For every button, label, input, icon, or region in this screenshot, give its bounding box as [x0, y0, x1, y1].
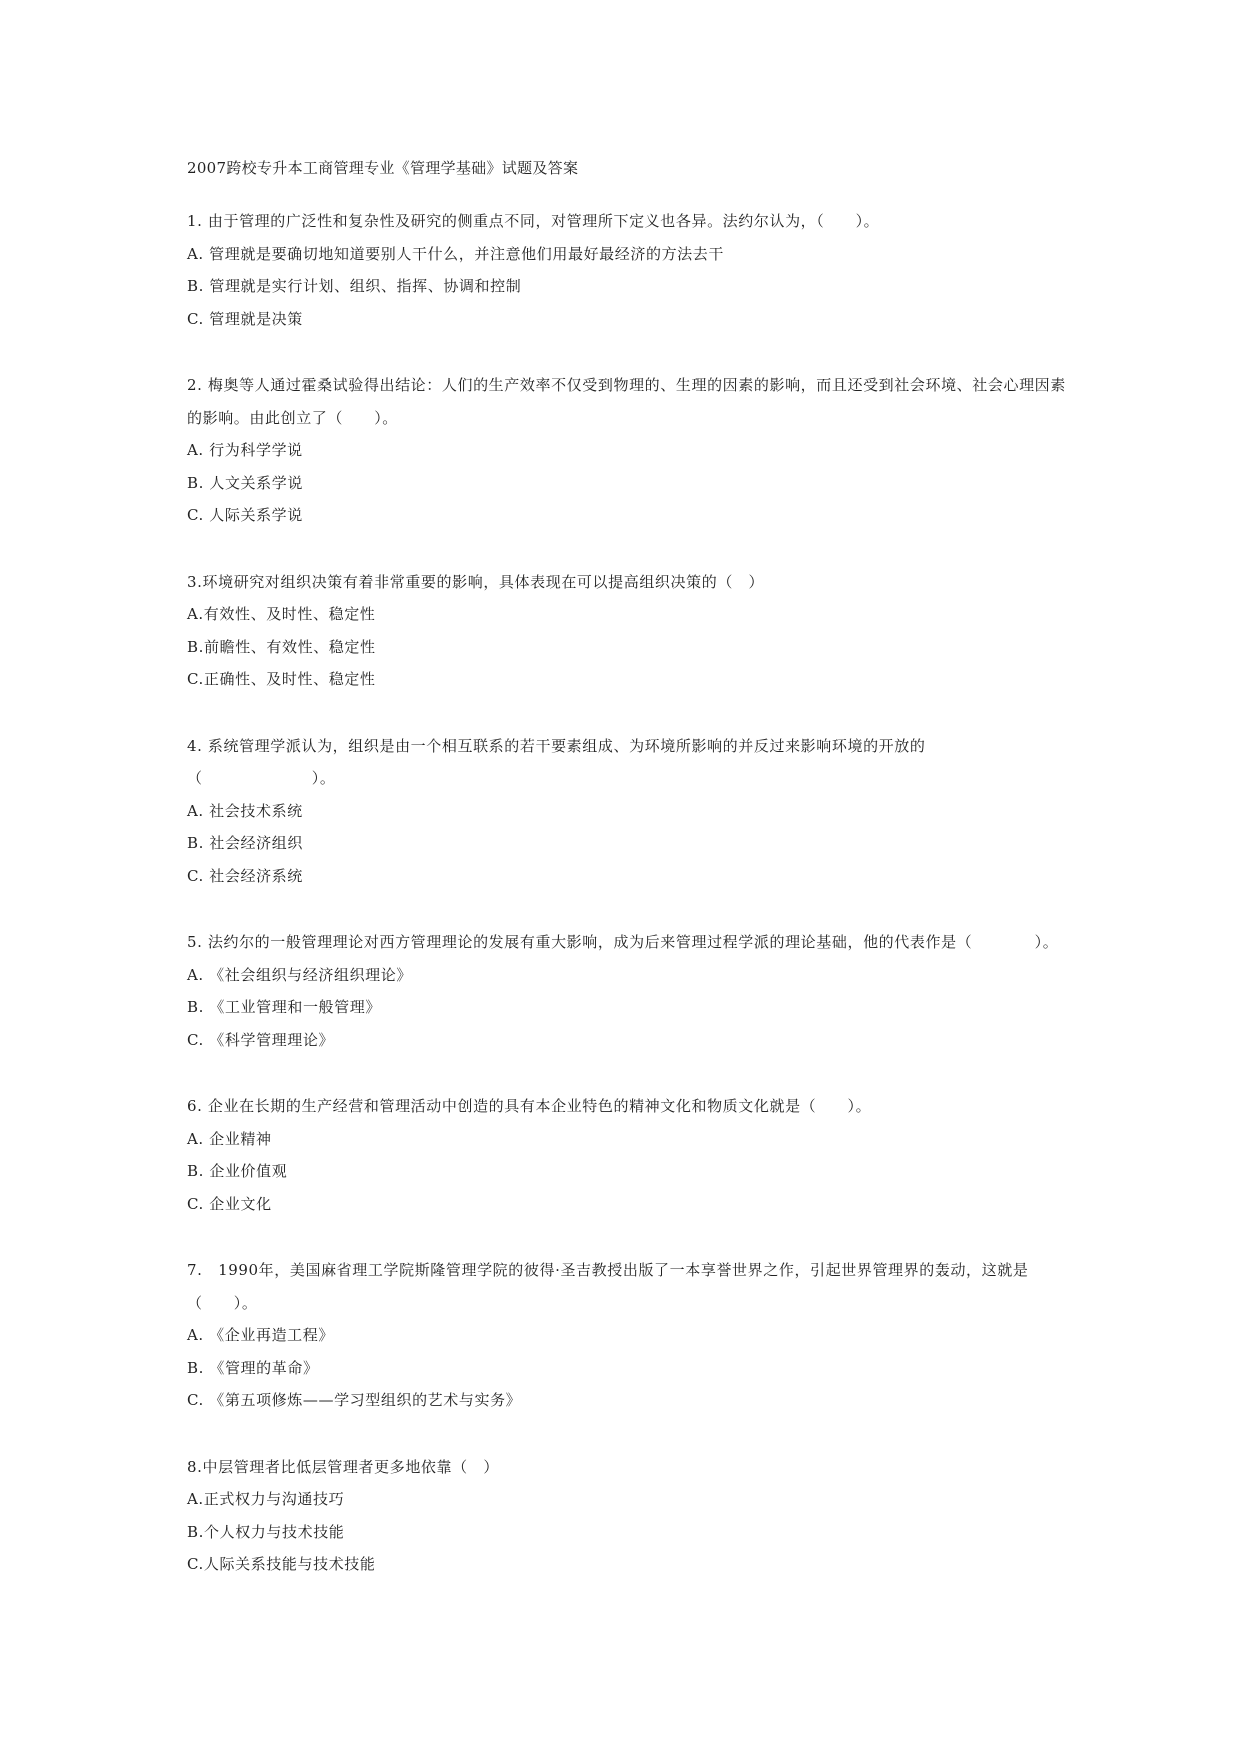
question-6 [187, 1090, 1067, 1220]
answer-option-b: B. 《管理的革命》 [187, 1358, 319, 1377]
question-stem: 3.环境研究对组织决策有着非常重要的影响，具体表现在可以提高组织决策的（ ） [187, 572, 765, 591]
question-stem: 2. 梅奥等人通过霍桑试验得出结论：人们的生产效率不仅受到物理的、生理的因素的影响，而且还受到社会环境、社会心理因素的影响。由此创立了（ ）。 [187, 376, 1066, 427]
question-stem: 5. 法约尔的一般管理理论对西方管理理论的发展有重大影响，成为后来管理过程学派的理论基础，他的代表作是（ ）。 [187, 933, 1059, 951]
question-1 [187, 205, 1067, 335]
answer-option-c: C.人际关系技能与技术技能 [187, 1555, 376, 1573]
question-8 [187, 1451, 1067, 1581]
answer-option-c: C. 企业文化 [187, 1194, 272, 1213]
answer-option-b: B. 企业价值观 [187, 1162, 288, 1180]
question-stem: 8.中层管理者比低层管理者更多地依靠（ ） [187, 1457, 499, 1476]
answer-option-a: A.有效性、及时性、稳定性 [187, 605, 376, 623]
answer-option-c: C. 人际关系学说 [187, 506, 303, 524]
question-stem: 6. 企业在长期的生产经营和管理活动中创造的具有本企业特色的精神文化和物质文化就是（ ）。 [187, 1097, 872, 1115]
answer-option-a: A. 《企业再造工程》 [187, 1326, 334, 1344]
answer-option-a: A. 企业精神 [187, 1129, 272, 1148]
answer-option-b: B. 《工业管理和一般管理》 [187, 998, 381, 1016]
answer-option-c: C. 《科学管理理论》 [187, 1030, 335, 1049]
answer-option-a: A. 管理就是要确切地知道要别人干什么，并注意他们用最好最经济的方法去干 [187, 244, 724, 263]
answer-option-b: B.个人权力与技术技能 [187, 1522, 345, 1541]
answer-option-b: B. 人文关系学说 [187, 473, 303, 492]
answer-option-c: C.正确性、及时性、稳定性 [187, 670, 376, 688]
question-stem: 4. 系统管理学派认为，组织是由一个相互联系的若干要素组成、为环境所影响的并反过来影响环境的开放的（ ）。 [187, 736, 926, 787]
answer-option-a: A. 《社会组织与经济组织理论》 [187, 965, 412, 984]
document-title: 2007跨校专升本工商管理专业《管理学基础》试题及答案 [187, 159, 579, 177]
answer-option-c: C. 管理就是决策 [187, 309, 303, 328]
question-4 [187, 730, 1067, 893]
question-3 [187, 566, 1067, 696]
question-2 [187, 369, 1067, 532]
document-page [187, 157, 1067, 1615]
answer-option-a: A. 社会技术系统 [187, 801, 303, 820]
question-list [187, 205, 1067, 1581]
answer-option-a: A.正式权力与沟通技巧 [187, 1490, 345, 1508]
answer-option-a: A. 行为科学学说 [187, 441, 303, 459]
question-stem: 7. 1990年，美国麻省理工学院斯隆管理学院的彼得·圣吉教授出版了一本享誉世界之作，引起世界管理界的轰动，这就是（ ）。 [187, 1261, 1029, 1312]
answer-option-b: B. 社会经济组织 [187, 834, 303, 852]
answer-option-c: C. 社会经济系统 [187, 866, 303, 885]
answer-option-b: B. 管理就是实行计划、组织、指挥、协调和控制 [187, 277, 522, 295]
question-stem: 1. 由于管理的广泛性和复杂性及研究的侧重点不同，对管理所下定义也各异。法约尔认为，（ ）。 [187, 212, 880, 230]
question-7 [187, 1254, 1067, 1417]
answer-option-b: B.前瞻性、有效性、稳定性 [187, 637, 376, 656]
answer-option-c: C. 《第五项修炼——学习型组织的艺术与实务》 [187, 1391, 522, 1409]
question-5 [187, 926, 1067, 1056]
